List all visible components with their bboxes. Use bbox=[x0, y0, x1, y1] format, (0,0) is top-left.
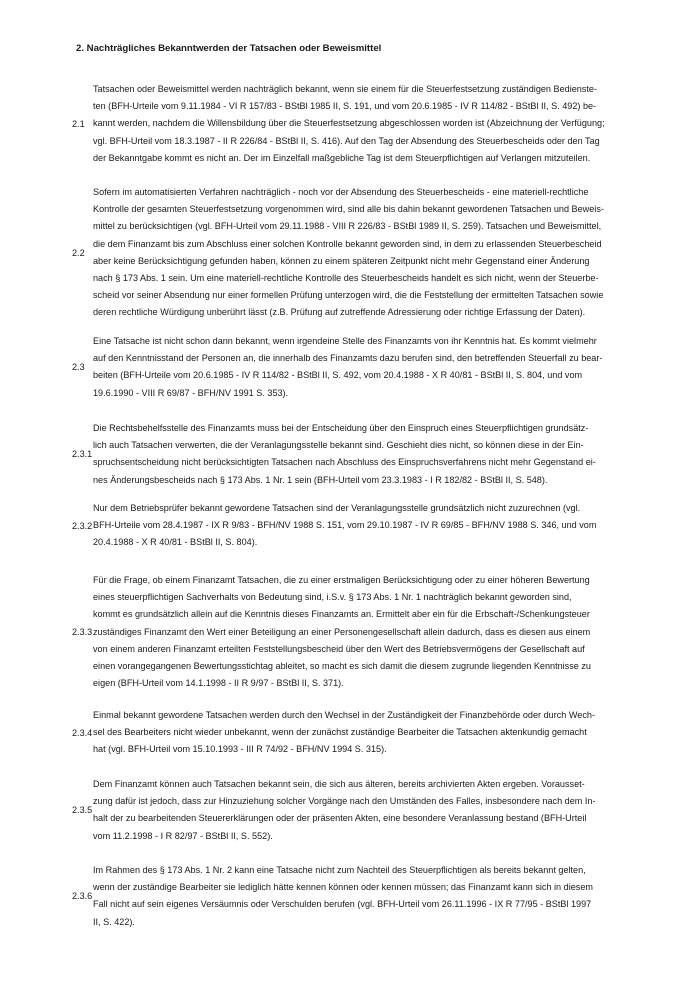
paragraph-line: vgl. BFH-Urteil vom 18.3.1987 - II R 226/84 - BStBl II, S. 416). Auf den Tag der Absendung des Steuerbescheids oder den Tag bbox=[93, 135, 600, 146]
paragraph-line: zuständiges Finanzamt den Wert einer Beteiligung an einer Personengesellschaft allein dadurch, dass es diesen aus einem bbox=[93, 626, 591, 637]
paragraph-line: halt der zu bearbeitenden Steuererklärungen oder der präsenten Akten, eine besondere Veranlassung bestand (BFH-Urteil bbox=[93, 813, 587, 824]
paragraph-text bbox=[93, 184, 628, 322]
paragraph-text bbox=[93, 776, 628, 845]
paragraph-line: scheid vor seiner Absendung nur einer formellen Prüfung unterzogen wird, die die Feststellung der ermittelten Tatsachen sowie bbox=[93, 290, 604, 301]
paragraph-line: nach § 173 Abs. 1 sein. Um eine materiell-rechtliche Kontrolle des Steuerbescheids handelt es sich nicht, wenn der Steuerbe- bbox=[93, 273, 599, 284]
paragraph-line: Tatsachen oder Beweismittel werden nachträglich bekannt, wenn sie einem für die Steuerfestsetzung zuständigen Bedienste- bbox=[93, 84, 597, 94]
paragraph-line: Sofern im automatisierten Verfahren nachträglich - noch vor der Absendung des Steuerbescheids - eine materiell-rechtliche bbox=[93, 187, 589, 197]
paragraph-text bbox=[93, 707, 628, 759]
paragraph-line: 19.6.1990 - VIII R 69/87 - BFH/NV 1991 S. 353). bbox=[93, 387, 289, 398]
paragraph-line: zung dafür ist jedoch, dass zur Hinzuziehung solcher Vorgänge nach den Umständen des Falles, insbesondere nach dem In- bbox=[93, 796, 596, 807]
paragraph-line: kommt es grundsätzlich allein auf die Kenntnis dieses Finanzamts an. Ermittelt aber ein für die Erbschaft-/Schenkungsteuer bbox=[93, 609, 590, 620]
paragraph-line: Nur dem Betriebsprüfer bekannt gewordene Tatsachen sind der Veranlagungsstelle grundsätzlich nicht zuzurechnen (vgl. bbox=[93, 503, 581, 513]
paragraph-line: Kontrolle der gesamten Steuerfestsetzung vorgenommen wird, sind alle bis dahin bekannt gewordenen Tatsachen und Beweis- bbox=[93, 204, 604, 215]
section-number: 2.3.1 bbox=[72, 449, 93, 460]
section-number: 2.1 bbox=[72, 119, 85, 129]
paragraph-line: spruchsentscheidung nicht berücksichtigten Tatsachen nach Abschluss des Einspruchsverfahrens nicht mehr Gegenstand ei- bbox=[93, 457, 596, 468]
paragraph-line: vom 11.2.1998 - I R 82/97 - BStBl II, S. 552). bbox=[93, 830, 273, 841]
paragraph-line: nes Änderungsbescheids nach § 173 Abs. 1 Nr. 1 sein (BFH-Urteil vom 23.3.1983 - I R 182/82 - BStBl II, S. 548). bbox=[93, 474, 548, 485]
paragraph-line: Fall nicht auf sein eigenes Versäumnis oder Verschulden berufen (vgl. BFH-Urteil vom 26.11.1996 - IX R 77/95 - BStBl 1997 bbox=[93, 899, 592, 910]
paragraph-line: deren rechtliche Würdigung unberührt lässt (z.B. Prüfung auf zutreffende Adressierung oder richtige Erfassung der Daten). bbox=[93, 307, 586, 318]
paragraph-line: beiten (BFH-Urteile vom 20.6.1985 - IV R 114/82 - BStBl II, S. 492, vom 20.4.1988 - X R 40/81 - BStBl II, S. 804, und vom bbox=[93, 370, 583, 381]
paragraph-line: aber keine Berücksichtigung gefunden haben, können zu einem späteren Zeitpunkt nicht mehr Gegenstand einer Änderung bbox=[93, 255, 590, 266]
paragraph-line: Einmal bekannt gewordene Tatsachen werden durch den Wechsel in der Zuständigkeit der Finanzbehörde oder durch Wech- bbox=[93, 710, 595, 720]
paragraph-text bbox=[93, 500, 628, 552]
paragraph-line: sel des Bearbeiters nicht wieder unbekannt, wenn der zunächst zuständige Bearbeiter die Tatsachen aktenkundig gemacht bbox=[93, 727, 587, 738]
paragraph-line: Eine Tatsache ist nicht schon dann bekannt, wenn irgendeine Stelle des Finanzamts von ihr Kenntnis hat. Es kommt vielmehr bbox=[93, 336, 597, 346]
paragraph-text bbox=[93, 572, 628, 692]
paragraph-text bbox=[93, 81, 628, 167]
paragraph-line: eigen (BFH-Urteil vom 14.1.1998 - II R 9/97 - BStBl II, S. 371). bbox=[93, 678, 344, 689]
paragraph-line: von einem anderen Finanzamt erteilten Feststellungsbescheid über den Wert des Betriebsvermögens der Gesellschaft auf bbox=[93, 643, 585, 654]
paragraph-text bbox=[93, 862, 628, 931]
section-number: 2.3.6 bbox=[72, 891, 93, 902]
paragraph-line: der Bekanntgabe kommt es nicht an. Der im Einzelfall maßgebliche Tag ist dem Steuerpflichtigen auf Verlangen mitzuteilen. bbox=[93, 152, 591, 163]
paragraph-line: BFH-Urteile vom 28.4.1987 - IX R 9/83 - BFH/NV 1988 S. 151, vom 29.10.1987 - IV R 69/85 - BFH/NV 1988 S. 346, und vom bbox=[93, 520, 597, 531]
paragraph-line: Dem Finanzamt können auch Tatsachen bekannt sein, die sich aus älteren, bereits archivierten Akten ergeben. Vorausset- bbox=[93, 779, 585, 789]
paragraph-line: Die Rechtsbehelfsstelle des Finanzamts muss bei der Entscheidung über den Einspruch eines Steuerpflichtigen grundsätz- bbox=[93, 423, 589, 433]
paragraph-line: Im Rahmen des § 173 Abs. 1 Nr. 2 kann eine Tatsache nicht zum Nachteil des Steuerpflichtigen als bereits bekannt gelten, bbox=[93, 865, 586, 875]
paragraph-text bbox=[93, 333, 628, 402]
section-number: 2.2 bbox=[72, 247, 85, 258]
paragraph-line: eines steuerpflichtigen Sachverhalts von Bedeutung sind, i.S.v. § 173 Abs. 1 Nr. 1 nachträglich bekannt geworden sind, bbox=[93, 592, 572, 603]
paragraph-line: einen vorangegangenen Bewertungsstichtag ableitet, so macht es sich damit die diesem zugrunde liegenden Kenntnisse zu bbox=[93, 661, 591, 672]
section-heading: 2. Nachträgliches Bekanntwerden der Tatsachen oder Beweismittel bbox=[76, 43, 382, 54]
section-number: 2.3.5 bbox=[72, 805, 93, 816]
paragraph-line: II, S. 422). bbox=[93, 916, 135, 927]
section-number: 2.3.2 bbox=[72, 520, 93, 531]
paragraph-line: kannt werden, nachdem die Willensbildung über die Steuerfestsetzung abgeschlossen worden ist (Abzeichnung der Verfügung; bbox=[93, 118, 605, 129]
paragraph-line: 20.4.1988 - X R 40/81 - BStBl II, S. 804). bbox=[93, 537, 258, 548]
paragraph-line: lich auch Tatsachen verwerten, die der Veranlagungsstelle bekannt sind. Geschieht dies nicht, so können diese in der Ein- bbox=[93, 440, 584, 451]
section-number: 2.3.3 bbox=[72, 627, 93, 638]
paragraph-line: mittel zu berücksichtigen (vgl. BFH-Urteil vom 29.11.1988 - VIII R 226/83 - BStBl 1989 II, S. 259). Tatsachen und Beweismittel, bbox=[93, 221, 602, 232]
paragraph-line: auf den Kenntnisstand der Personen an, die innerhalb des Finanzamts dazu berufen sind, den betreffenden Steuerfall zu bear- bbox=[93, 353, 603, 364]
section-number: 2.3 bbox=[72, 362, 85, 373]
paragraph-line: hat (vgl. BFH-Urteil vom 15.10.1993 - III R 74/92 - BFH/NV 1994 S. 315). bbox=[93, 744, 387, 755]
section-number: 2.3.4 bbox=[72, 727, 93, 738]
paragraph-line: die dem Finanzamt bis zum Abschluss einer solchen Kontrolle bekannt geworden sind, in dem zu erlassenden Steuerbescheid bbox=[93, 238, 602, 249]
paragraph-line: ten (BFH-Urteile vom 9.11.1984 - VI R 157/83 - BStBl 1985 II, S. 191, und vom 20.6.1985 - IV R 114/82 - BStBl II, S. 492) be- bbox=[93, 101, 597, 112]
paragraph-text bbox=[93, 420, 628, 489]
paragraph-line: wenn der zuständige Bearbeiter sie lediglich hätte kennen können oder kennen müssen; das Finanzamt kann sich in diesem bbox=[93, 882, 593, 893]
paragraph-line: Für die Frage, ob einem Finanzamt Tatsachen, die zu einer erstmaligen Berücksichtigung oder zu einer höheren Bewertung bbox=[93, 575, 590, 585]
